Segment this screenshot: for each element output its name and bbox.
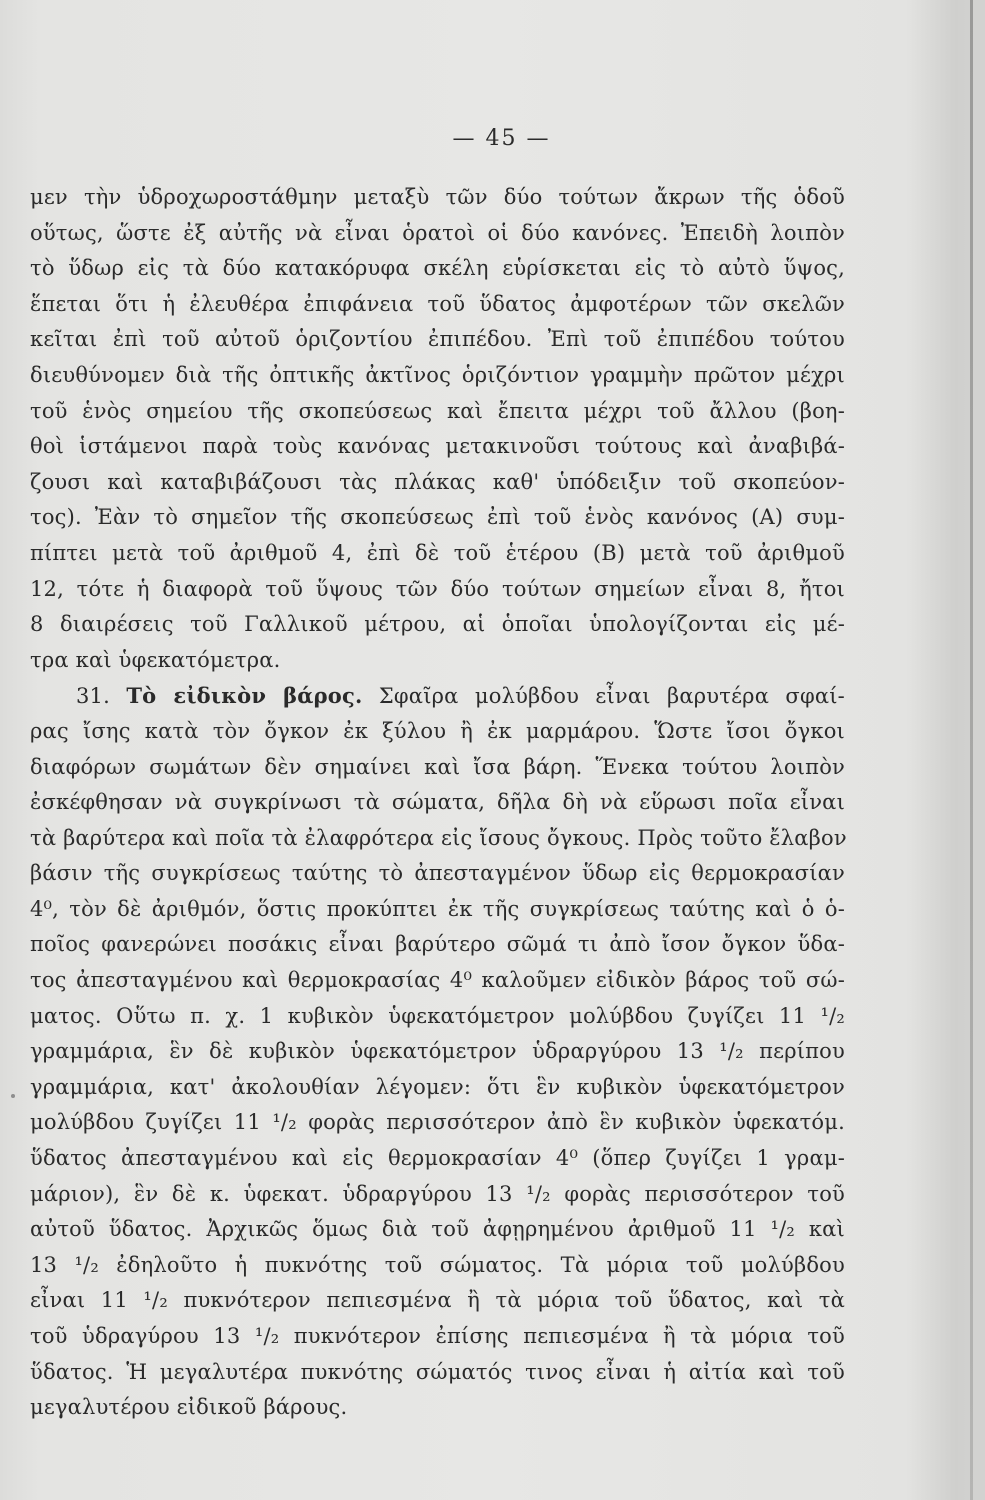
text-line: τος). Ἐὰν τὸ σημεῖον τῆς σκοπεύσεως ἐπὶ τοῦ ἑνὸς κανόνος (Α) συμ- (30, 505, 845, 530)
text-line: μεν τὴν ὑδροχωροστάθμην μεταξὺ τῶν δύο τούτων ἄκρων τῆς ὁδοῦ (30, 185, 845, 209)
section-title: Τὸ εἰδικὸν βάρος. (126, 683, 363, 709)
text-line: ἐσκέφθησαν νὰ συγκρίνωσι τὰ σώματα, δῆλα δὴ νὰ εὕρωσι ποῖα εἶναι (30, 790, 845, 815)
text-line: γραμμάρια, ἓν δὲ κυβικὸν ὑφεκατόμετρον ὑδραργύρου 13 ¹/₂ περίπου (30, 1039, 845, 1064)
text-line: ὕδατος ἀπεσταγμένου καὶ εἰς θερμοκρασίαν 4⁰ (ὅπερ ζυγίζει 1 γραμ- (30, 1146, 845, 1171)
text-line: εἶναι 11 ¹/₂ πυκνότερον πεπιεσμένα ἢ τὰ μόρια τοῦ ὕδατος, καὶ τὰ (30, 1288, 845, 1313)
body-text (30, 180, 845, 1426)
text-line: ὕδατος. Ἡ μεγαλυτέρα πυκνότης σώματός τινος εἶναι ἡ αἰτία καὶ τοῦ (30, 1359, 845, 1384)
text-line: 12, τότε ἡ διαφορὰ τοῦ ὕψους τῶν δύο τούτων σημείων εἶναι 8, ἤτοι (30, 576, 845, 601)
page-edge-shadow (973, 0, 985, 1500)
text-line: 8 διαιρέσεις τοῦ Γαλλικοῦ μέτρου, αἱ ὁποῖαι ὑπολογίζονται εἰς μέ- (30, 612, 845, 637)
text-line: τὰ βαρύτερα καὶ ποῖα τὰ ἐλαφρότερα εἰς ἴσους ὄγκους. Πρὸς τοῦτο ἔλαβον (30, 825, 847, 850)
text-line: βάσιν τῆς συγκρίσεως ταύτης τὸ ἀπεσταγμένον ὕδωρ εἰς θερμοκρασίαν (30, 861, 845, 886)
text-line: πίπτει μετὰ τοῦ ἀριθμοῦ 4, ἐπὶ δὲ τοῦ ἑτέρου (Β) μετὰ τοῦ ἀριθμοῦ (30, 540, 845, 565)
text-line: τρα καὶ ὑφεκατόμετρα. (30, 647, 281, 672)
text-line: μεγαλυτέρου εἰδικοῦ βάρους. (30, 1395, 348, 1420)
text-line: ἕπεται ὅτι ἡ ἐλευθέρα ἐπιφάνεια τοῦ ὕδατος ἀμφοτέρων τῶν σκελῶν (30, 291, 845, 316)
text-line: τος ἀπεσταγμένου καὶ θερμοκρασίας 4⁰ καλοῦμεν εἰδικὸν βάρος τοῦ σώ- (30, 968, 845, 993)
text-line: 4⁰, τὸν δὲ ἀριθμόν, ὅστις προκύπτει ἐκ τῆς συγκρίσεως ταύτης καὶ ὁ ὁ- (30, 896, 845, 921)
text-line: τὸ ὕδωρ εἰς τὰ δύο κατακόρυφα σκέλη εὑρίσκεται εἰς τὸ αὐτὸ ὕψος, (30, 256, 845, 281)
text-line: ματος. Οὕτω π. χ. 1 κυβικὸν ὑφεκατόμετρον μολύβδου ζυγίζει 11 ¹/₂ (30, 1003, 845, 1028)
margin-dot (11, 1094, 15, 1098)
section-number: 31. (76, 684, 110, 709)
text-line: κεῖται ἐπὶ τοῦ αὐτοῦ ὁριζοντίου ἐπιπέδου. Ἐπὶ τοῦ ἐπιπέδου τούτου (30, 327, 845, 352)
text-line: τοῦ ὑδραγύρου 13 ¹/₂ πυκνότερον ἐπίσης πεπιεσμένα ἢ τὰ μόρια τοῦ (30, 1324, 845, 1348)
page-number: — 45 — (452, 126, 551, 151)
text-line: ζουσι καὶ καταβιβάζουσι τὰς πλάκας καθ' ὑπόδειξιν τοῦ σκοπεύον- (30, 469, 845, 494)
text-line: ποῖος φανερώνει ποσάκις εἶναι βαρύτερο σῶμά τι ἀπὸ ἴσον ὄγκον ὕδα- (30, 932, 845, 957)
page-edge (970, 0, 973, 1500)
text-line: μολύβδου ζυγίζει 11 ¹/₂ φορὰς περισσότερον ἀπὸ ἓν κυβικὸν ὑφεκατόμ. (30, 1110, 845, 1135)
text-line: 13 ¹/₂ ἐδηλοῦτο ἡ πυκνότης τοῦ σώματος. Τὰ μόρια τοῦ μολύβδου (30, 1252, 845, 1277)
text-line: θοὶ ἱστάμενοι παρὰ τοὺς κανόνας μετακινοῦσι τούτους καὶ ἀναβιβά- (30, 434, 845, 459)
text-line: μάριον), ἓν δὲ κ. ὑφεκατ. ὑδραργύρου 13 ¹/₂ φορὰς περισσότερον τοῦ (30, 1181, 845, 1206)
section-heading-line (30, 678, 845, 714)
text-line: ρας ἴσης κατὰ τὸν ὄγκον ἐκ ξύλου ἢ ἐκ μαρμάρου. Ὥστε ἴσοι ὄγκοι (30, 718, 845, 743)
text-line: οὕτως, ὥστε ἐξ αὐτῆς νὰ εἶναι ὁρατοὶ οἱ δύο κανόνες. Ἐπειδὴ λοιπὸν (30, 220, 845, 245)
text-line: διευθύνομεν διὰ τῆς ὀπτικῆς ἀκτῖνος ὁριζόντιον γραμμὴν πρῶτον μέχρι (30, 362, 845, 387)
section-first-line-text: Σφαῖρα μολύβδου εἶναι βαρυτέρα σφαί- (378, 684, 845, 709)
text-line: τοῦ ἑνὸς σημείου τῆς σκοπεύσεως καὶ ἔπειτα μέχρι τοῦ ἄλλου (βοη- (30, 398, 845, 423)
text-line: γραμμάρια, κατ' ἀκολουθίαν λέγομεν: ὅτι ἓν κυβικὸν ὑφεκατόμετρον (30, 1074, 845, 1099)
text-line: διαφόρων σωμάτων δὲν σημαίνει καὶ ἴσα βάρη. Ἕνεκα τούτου λοιπὸν (30, 754, 845, 779)
text-line: αὐτοῦ ὕδατος. Ἀρχικῶς ὅμως διὰ τοῦ ἀφῃρημένου ἀριθμοῦ 11 ¹/₂ καὶ (30, 1217, 845, 1242)
